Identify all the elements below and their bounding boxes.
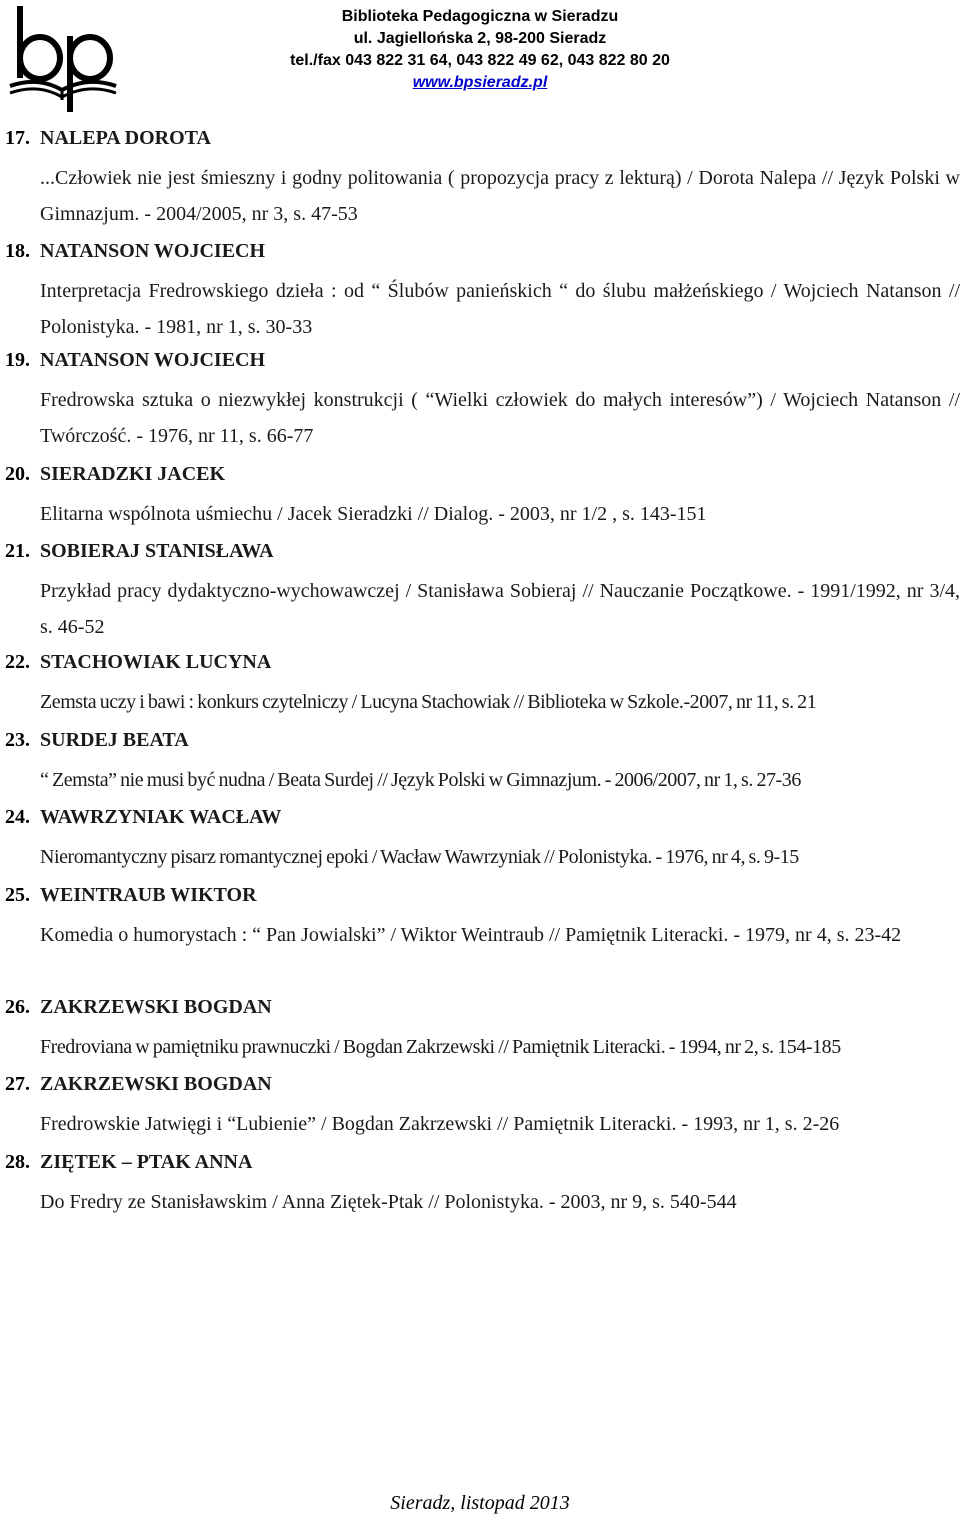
entry-text: Komedia o humorystach : “ Pan Jowialski” / Wiktor Weintraub // Pamiętnik Literacki. - 1979, nr 4, s. 23-42 bbox=[40, 924, 902, 946]
entry-number: 28. bbox=[5, 1151, 30, 1173]
entry-number: 21. bbox=[5, 540, 30, 562]
library-phone: tel./fax 043 822 31 64, 043 822 49 62, 043 822 80 20 bbox=[290, 52, 670, 69]
entry-author: NATANSON WOJCIECH bbox=[40, 349, 266, 371]
entry-author: SIERADZKI JACEK bbox=[40, 463, 226, 485]
library-website-link[interactable]: www.bpsieradz.pl bbox=[412, 74, 548, 91]
entry-author: STACHOWIAK LUCYNA bbox=[40, 651, 272, 673]
entry-text: Zemsta uczy i bawi : konkurs czytelniczy / Lucyna Stachowiak // Biblioteka w Szkole.-2007, nr 11, s. 21 bbox=[40, 691, 817, 713]
entry-text: Fredrowskie Jatwięgi i “Lubienie” / Bogdan Zakrzewski // Pamiętnik Literacki. - 1993, nr 1, s. 2-26 bbox=[40, 1113, 840, 1135]
entry-number: 23. bbox=[5, 729, 30, 751]
entry-text: ...Człowiek nie jest śmieszny i godny politowania ( propozycja pracy z lekturą) / Dorota Nalepa // Język Polski w Gimnazjum. - 2004/2005, nr 3, s. 47-53 bbox=[40, 167, 960, 225]
entry-text: “ Zemsta” nie musi być nudna / Beata Surdej // Język Polski w Gimnazjum. - 2006/2007, nr 1, s. 27-36 bbox=[40, 769, 801, 791]
library-logo bbox=[4, 0, 122, 114]
entry-author: WEINTRAUB WIKTOR bbox=[40, 884, 257, 906]
entry-number: 17. bbox=[5, 127, 30, 149]
entry-author: ZIĘTEK – PTAK ANNA bbox=[40, 1151, 253, 1173]
entry-text: Elitarna wspólnota uśmiechu / Jacek Sieradzki // Dialog. - 2003, nr 1/2 , s. 143-151 bbox=[40, 503, 707, 525]
entry-author: ZAKRZEWSKI BOGDAN bbox=[40, 996, 272, 1018]
entry-number: 24. bbox=[5, 806, 30, 828]
footer-place-date: Sieradz, listopad 2013 bbox=[390, 1492, 570, 1514]
entry-author: SURDEJ BEATA bbox=[40, 729, 189, 751]
entry-author: NALEPA DOROTA bbox=[40, 127, 211, 149]
entry-number: 26. bbox=[5, 996, 30, 1018]
entry-author: WAWRZYNIAK WACŁAW bbox=[40, 806, 282, 828]
entry-author: ZAKRZEWSKI BOGDAN bbox=[40, 1073, 272, 1095]
library-name: Biblioteka Pedagogiczna w Sieradzu bbox=[341, 8, 619, 25]
bp-logo-icon bbox=[4, 0, 122, 114]
entry-text: Fredroviana w pamiętniku prawnuczki / Bogdan Zakrzewski // Pamiętnik Literacki. - 1994, nr 2, s. 154-185 bbox=[40, 1036, 841, 1058]
entry-author: NATANSON WOJCIECH bbox=[40, 240, 266, 262]
entry-number: 27. bbox=[5, 1073, 30, 1095]
library-header bbox=[270, 6, 690, 94]
entry-number: 25. bbox=[5, 884, 30, 906]
entry-text: Do Fredry ze Stanisławskim / Anna Ziętek-Ptak // Polonistyka. - 2003, nr 9, s. 540-544 bbox=[40, 1191, 737, 1213]
entry-number: 18. bbox=[5, 240, 30, 262]
entry-number: 20. bbox=[5, 463, 30, 485]
entry-number: 19. bbox=[5, 349, 30, 371]
entry-number: 22. bbox=[5, 651, 30, 673]
entry-text: Interpretacja Fredrowskiego dzieła : od “ Ślubów panieńskich “ do ślubu małżeńskiego / Wojciech Natanson // Polonistyka. - 1981, nr 1, s. 30-33 bbox=[40, 280, 960, 338]
entry-author: SOBIERAJ STANISŁAWA bbox=[40, 540, 274, 562]
entry-text: Nieromantyczny pisarz romantycznej epoki / Wacław Wawrzyniak // Polonistyka. - 1976, nr 4, s. 9-15 bbox=[40, 846, 799, 868]
entry-text: Fredrowska sztuka o niezwykłej konstrukcji ( “Wielki człowiek do małych interesów”) / Wojciech Natanson // Twórczość. - 1976, nr 11, s. 66-77 bbox=[40, 389, 960, 447]
library-address: ul. Jagiellońska 2, 98-200 Sieradz bbox=[353, 30, 607, 47]
entry-text: Przykład pracy dydaktyczno-wychowawczej / Stanisława Sobieraj // Nauczanie Początkowe. - 1991/1992, nr 3/4, s. 46-52 bbox=[40, 580, 960, 638]
